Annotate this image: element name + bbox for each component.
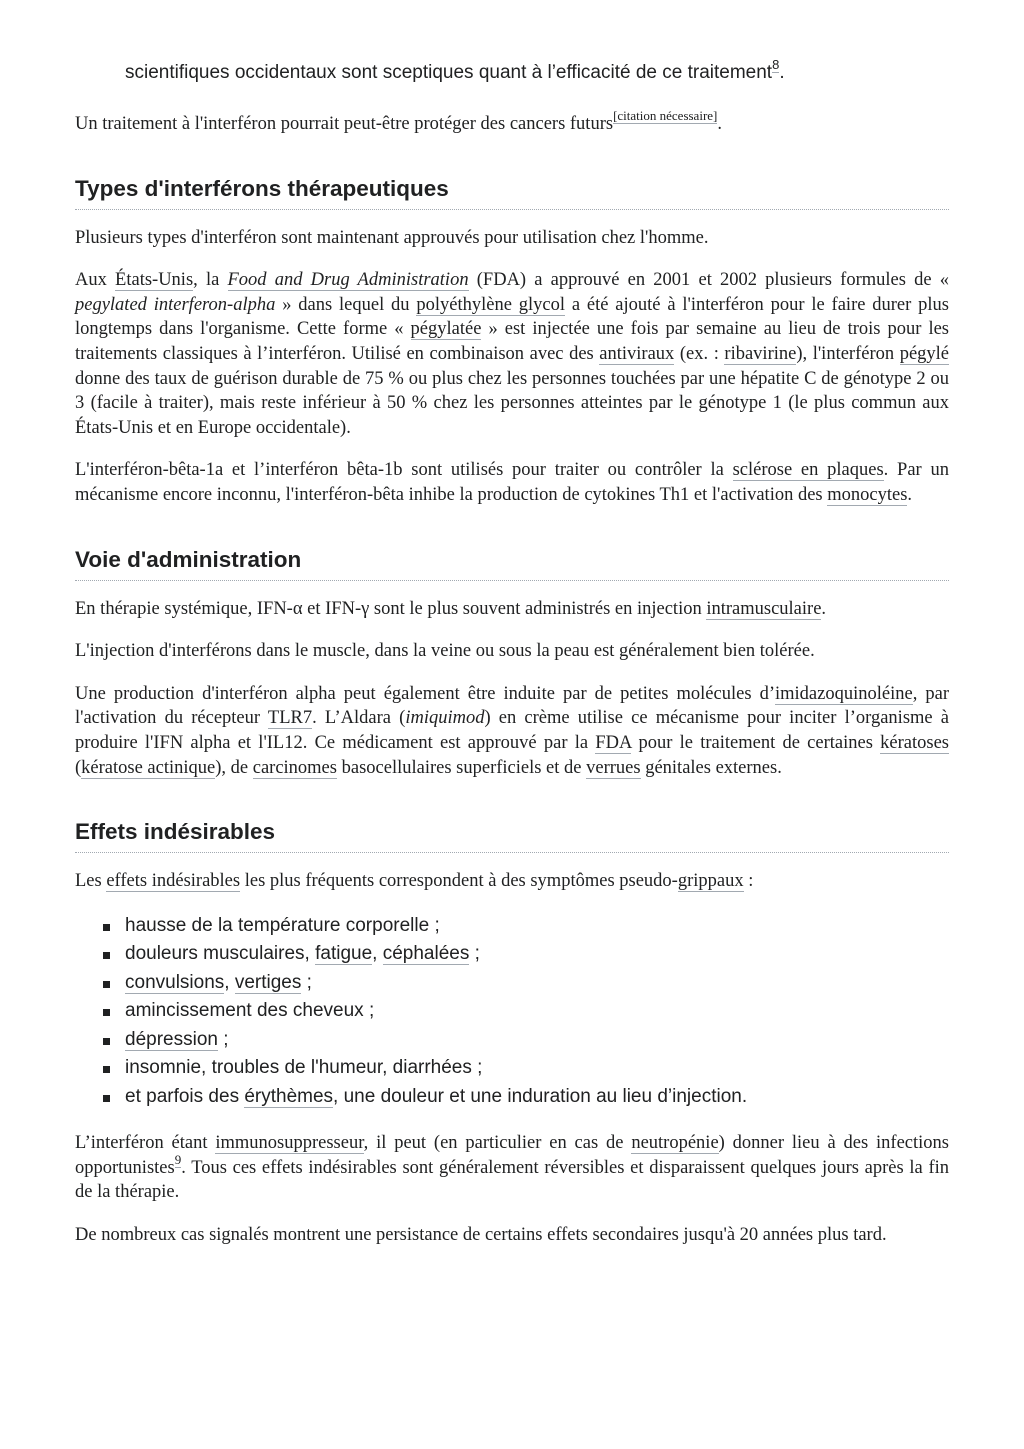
reference-9[interactable]: 9 (174, 1151, 182, 1167)
link-pegylatee[interactable]: pégylatée (410, 319, 482, 340)
link-imidazoquinoleine[interactable]: imidazoquinoléine (775, 683, 913, 704)
link-immunosuppresseur[interactable]: immunosuppresseur (215, 1133, 364, 1154)
effects-immuno-paragraph: L’interféron étant immunosuppresseur, il peut (en particulier en cas de neutropénie) donner lieu à des infections opportunistes$^9$. Tous ces effets indésirables sont généralement réversibles et disparaissent quelques jours après la fin de la thérapie. (75, 1133, 949, 1203)
heading-administration: Voie d'administration (75, 546, 949, 581)
link-keratose-actinique[interactable]: kératose actinique (81, 757, 216, 778)
list-item: insomnie, troubles de l'humeur, diarrhées ; (125, 1054, 949, 1083)
heading-types: Types d'interférons thérapeutiques (75, 175, 949, 210)
admin-aldara-paragraph: Une production d'interféron alpha peut également être induite par de petites molécules d’imidazoquinoléine, par l'activation du récepteur TLR7. L’Aldara (imiquimod) en crème utilise ce mécanisme pour inciter l’organisme à produire l'IFN alpha et l'IL12. Ce médicament est approuvé par la FDA pour le traitement de certaines kératoses (kératose actinique), de carcinomes basocellulaires superficiels et de verrues génitales externes. (75, 683, 950, 778)
link-keratoses[interactable]: kératoses (880, 732, 949, 753)
link-fda[interactable]: FDA (595, 732, 632, 753)
types-intro: Plusieurs types d'interféron sont maintenant approuvés pour utilisation chez l'homme. (75, 227, 709, 248)
list-item: amincissement des cheveux ; (125, 997, 949, 1026)
link-ribavirine[interactable]: ribavirine (724, 343, 797, 364)
link-verrues[interactable]: verrues (586, 757, 641, 778)
link-pegyle[interactable]: pégylé (899, 343, 949, 364)
link-tlr7[interactable]: TLR7 (267, 708, 313, 729)
link-polyethylene-glycol[interactable]: polyéthylène glycol (416, 294, 566, 315)
heading-effets-indesirables: Effets indésirables (75, 818, 949, 853)
link-intramusculaire[interactable]: intramusculaire (706, 598, 822, 619)
link-cephalees[interactable]: céphalées (382, 943, 470, 965)
link-monocytes[interactable]: monocytes (827, 484, 908, 505)
link-grippaux[interactable]: grippaux (677, 871, 744, 892)
link-effets-indesirables[interactable]: effets indésirables (106, 871, 241, 892)
link-carcinomes[interactable]: carcinomes (252, 757, 337, 778)
link-fda-full[interactable]: Food and Drug Administration (227, 270, 469, 291)
admin-tolerance-paragraph: L'injection d'interférons dans le muscle, dans la veine ou sous la peau est généralement bien tolérée. (75, 641, 815, 662)
list-item: convulsions, vertiges ; (125, 969, 949, 998)
link-fatigue[interactable]: fatigue (315, 943, 373, 965)
link-antiviraux[interactable]: antiviraux (599, 343, 675, 364)
list-item: dépression ; (125, 1026, 949, 1055)
quote-text: scientifiques occidentaux sont sceptiques quant à l’efficacité de ce traitement (125, 62, 773, 83)
cancer-paragraph: Un traitement à l'interféron pourrait peut-être protéger des cancers futurs[citation nécessaire]. (75, 107, 722, 134)
types-beta-paragraph: L'interféron-bêta-1a et l’interféron bêta-1b sont utilisés pour traiter ou contrôler la sclérose en plaques. Par un mécanisme encore inconnu, l'interféron-bêta inhibe la production de cytokines Th1 et l'activation des monocytes. (75, 460, 949, 505)
list-item: hausse de la température corporelle ; (125, 912, 949, 941)
effects-intro: Les effets indésirables les plus fréquents correspondent à des symptômes pseudo-grippaux : (75, 871, 754, 892)
citation-needed[interactable]: [citation nécessaire] (613, 107, 718, 123)
link-erythemes[interactable]: érythèmes (244, 1085, 334, 1107)
effects-persistence-paragraph: De nombreux cas signalés montrent une persistance de certains effets secondaires jusqu'à 20 années plus tard. (75, 1224, 887, 1245)
types-fda-paragraph: Aux États-Unis, la Food and Drug Administration (FDA) a approuvé en 2001 et 2002 plusieurs formules de « pegylated interferon-alpha » dans lequel du polyéthylène glycol a été ajouté à l'interféron pour le faire durer plus longtemps dans l'organisme. Cette forme « pégylatée » est injectée une fois par semaine au lieu de trois pour les traitements classiques à l’interféron. Utilisé en combinaison avec des antiviraux (ex. : ribavirine), l'interféron pégylé donne des taux de guérison durable de 75 % ou plus chez les personnes touchées par une hépatite C de génotype 2 ou 3 (facile à traiter), mais reste inférieur à 50 % chez les personnes atteintes par le génotype 1 (le plus commun aux États-Unis et en Europe occidentale). (75, 270, 950, 438)
link-etats-unis[interactable]: États-Unis (115, 270, 194, 291)
reference-8[interactable]: 8 (772, 56, 780, 72)
quote-continuation: scientifiques occidentaux sont sceptiques quant à l’efficacité de ce traitement$^8$. (125, 56, 785, 83)
link-depression[interactable]: dépression (125, 1028, 218, 1050)
list-item: et parfois des érythèmes, une douleur et une induration au lieu d’injection. (125, 1083, 949, 1112)
effects-list (75, 912, 949, 1112)
admin-systemic-paragraph: En thérapie systémique, IFN-α et IFN-γ sont le plus souvent administrés en injection intramusculaire. (75, 598, 827, 619)
link-neutropenie[interactable]: neutropénie (631, 1133, 719, 1154)
link-convulsions[interactable]: convulsions (125, 971, 225, 993)
link-vertiges[interactable]: vertiges (234, 971, 302, 993)
link-sclerose-en-plaques[interactable]: sclérose en plaques (732, 460, 884, 481)
list-item: douleurs musculaires, fatigue, céphalées ; (125, 940, 949, 969)
